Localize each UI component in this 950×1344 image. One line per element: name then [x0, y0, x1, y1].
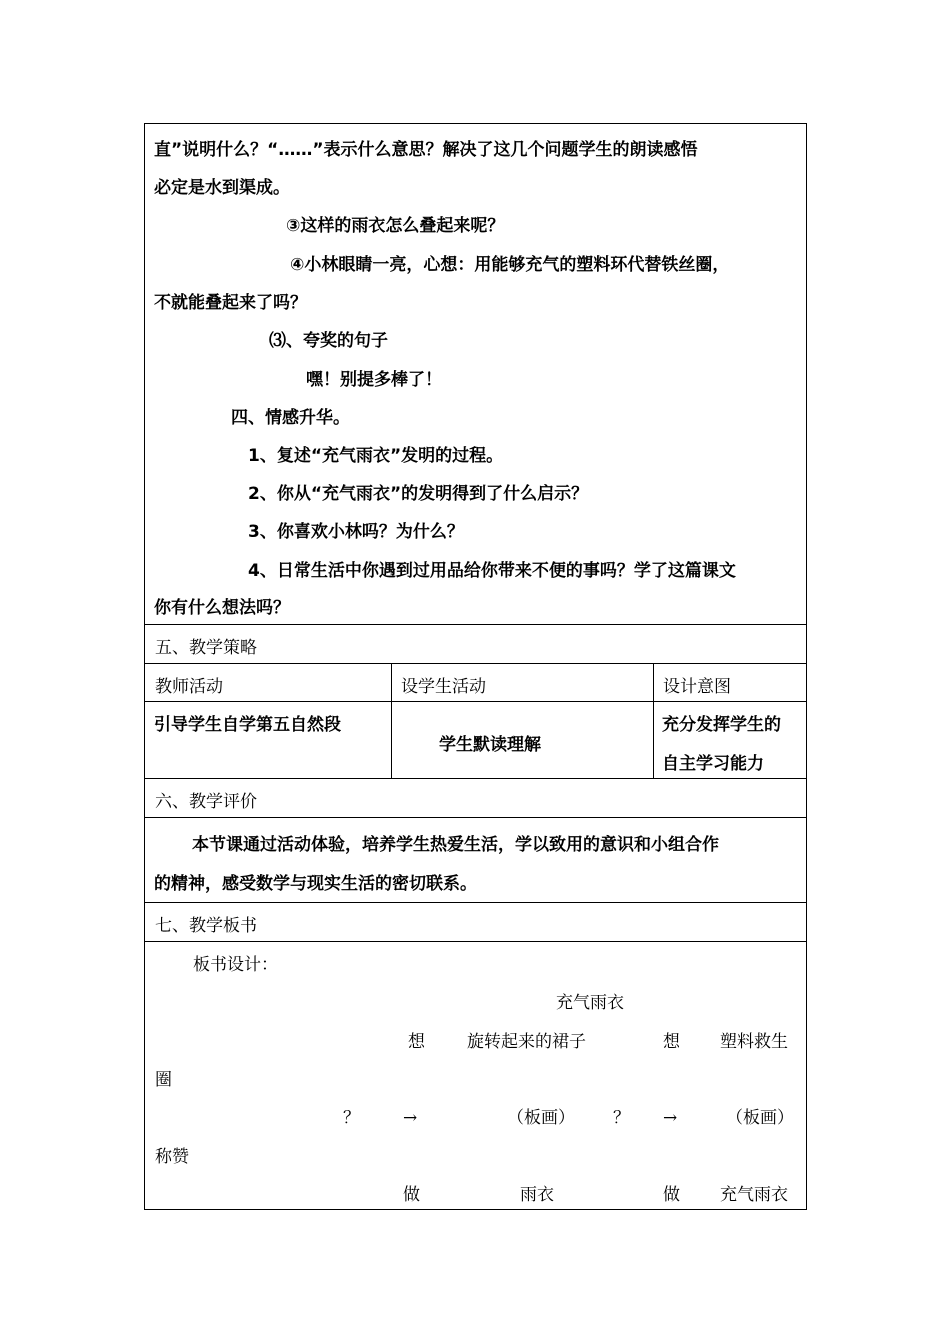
board-make: 做 [403, 1185, 420, 1205]
board-center-title: 充气雨衣 [556, 993, 624, 1013]
board-drawing: （板画） [726, 1108, 794, 1128]
list-item: 3、你喜欢小林吗？为什么？ [248, 522, 464, 542]
section-7-title: 七、教学板书 [155, 916, 257, 936]
question-4: ④小林眼睛一亮，心想：用能够充气的塑料环代替铁丝圈， [290, 255, 730, 275]
row-divider [145, 817, 806, 818]
board-make: 做 [663, 1185, 680, 1205]
student-activity: 学生默读理解 [439, 735, 541, 755]
praise-sentence: 嘿！别提多棒了！ [306, 370, 442, 390]
section-5-title: 五、教学策略 [155, 638, 257, 658]
board-item: 塑料救生 [720, 1032, 788, 1052]
design-intent-continued: 自主学习能力 [662, 754, 764, 774]
row-divider [145, 778, 806, 779]
arrow-right-icon: → [403, 1108, 418, 1128]
list-item: 4、日常生活中你遇到过用品给你带来不便的事吗？学了这篇课文 [248, 561, 736, 581]
board-item: 旋转起来的裙子 [467, 1032, 586, 1052]
praise-heading: ⑶、夸奖的句子 [269, 331, 388, 351]
paragraph-line: 必定是水到渠成。 [154, 178, 290, 198]
list-item-continued: 你有什么想法吗？ [154, 598, 290, 618]
evaluation-text: 本节课通过活动体验，培养学生热爱生活，学以致用的意识和小组合作 [192, 835, 719, 855]
evaluation-text-continued: 的精神，感受数学与现实生活的密切联系。 [154, 874, 477, 894]
board-result: 雨衣 [520, 1185, 554, 1205]
board-result: 充气雨衣 [720, 1185, 788, 1205]
board-question: ？ [343, 1108, 360, 1128]
lesson-plan-table [144, 123, 807, 1210]
section-6-title: 六、教学评价 [155, 792, 257, 812]
arrow-right-icon: → [663, 1108, 678, 1128]
row-divider [145, 902, 806, 903]
board-question: ？ [613, 1108, 630, 1128]
column-divider [653, 663, 654, 778]
header-student-activity: 设学生活动 [401, 677, 486, 697]
board-praise: 称赞 [155, 1147, 189, 1167]
question-4-continued: 不就能叠起来了吗？ [154, 293, 307, 313]
paragraph-line: 直”说明什么？“……”表示什么意思？解决了这几个问题学生的朗读感悟 [154, 140, 698, 160]
question-3: ③这样的雨衣怎么叠起来呢？ [286, 216, 505, 236]
header-design-intent: 设计意图 [663, 677, 731, 697]
board-design-label: 板书设计： [193, 955, 278, 975]
row-divider [145, 663, 806, 664]
header-teacher-activity: 教师活动 [155, 677, 223, 697]
board-think: 想 [663, 1032, 680, 1052]
row-divider [145, 701, 806, 702]
list-item: 1、复述“充气雨衣”发明的过程。 [248, 446, 504, 466]
row-divider [145, 624, 806, 625]
design-intent: 充分发挥学生的 [662, 715, 781, 735]
section-4-title: 四、情感升华。 [231, 408, 350, 428]
teacher-activity: 引导学生自学第五自然段 [154, 715, 341, 735]
row-divider [145, 941, 806, 942]
board-think: 想 [408, 1032, 425, 1052]
board-item-wrap: 圈 [155, 1070, 172, 1090]
list-item: 2、你从“充气雨衣”的发明得到了什么启示？ [248, 484, 589, 504]
column-divider [391, 663, 392, 778]
board-drawing: （板画） [507, 1108, 575, 1128]
